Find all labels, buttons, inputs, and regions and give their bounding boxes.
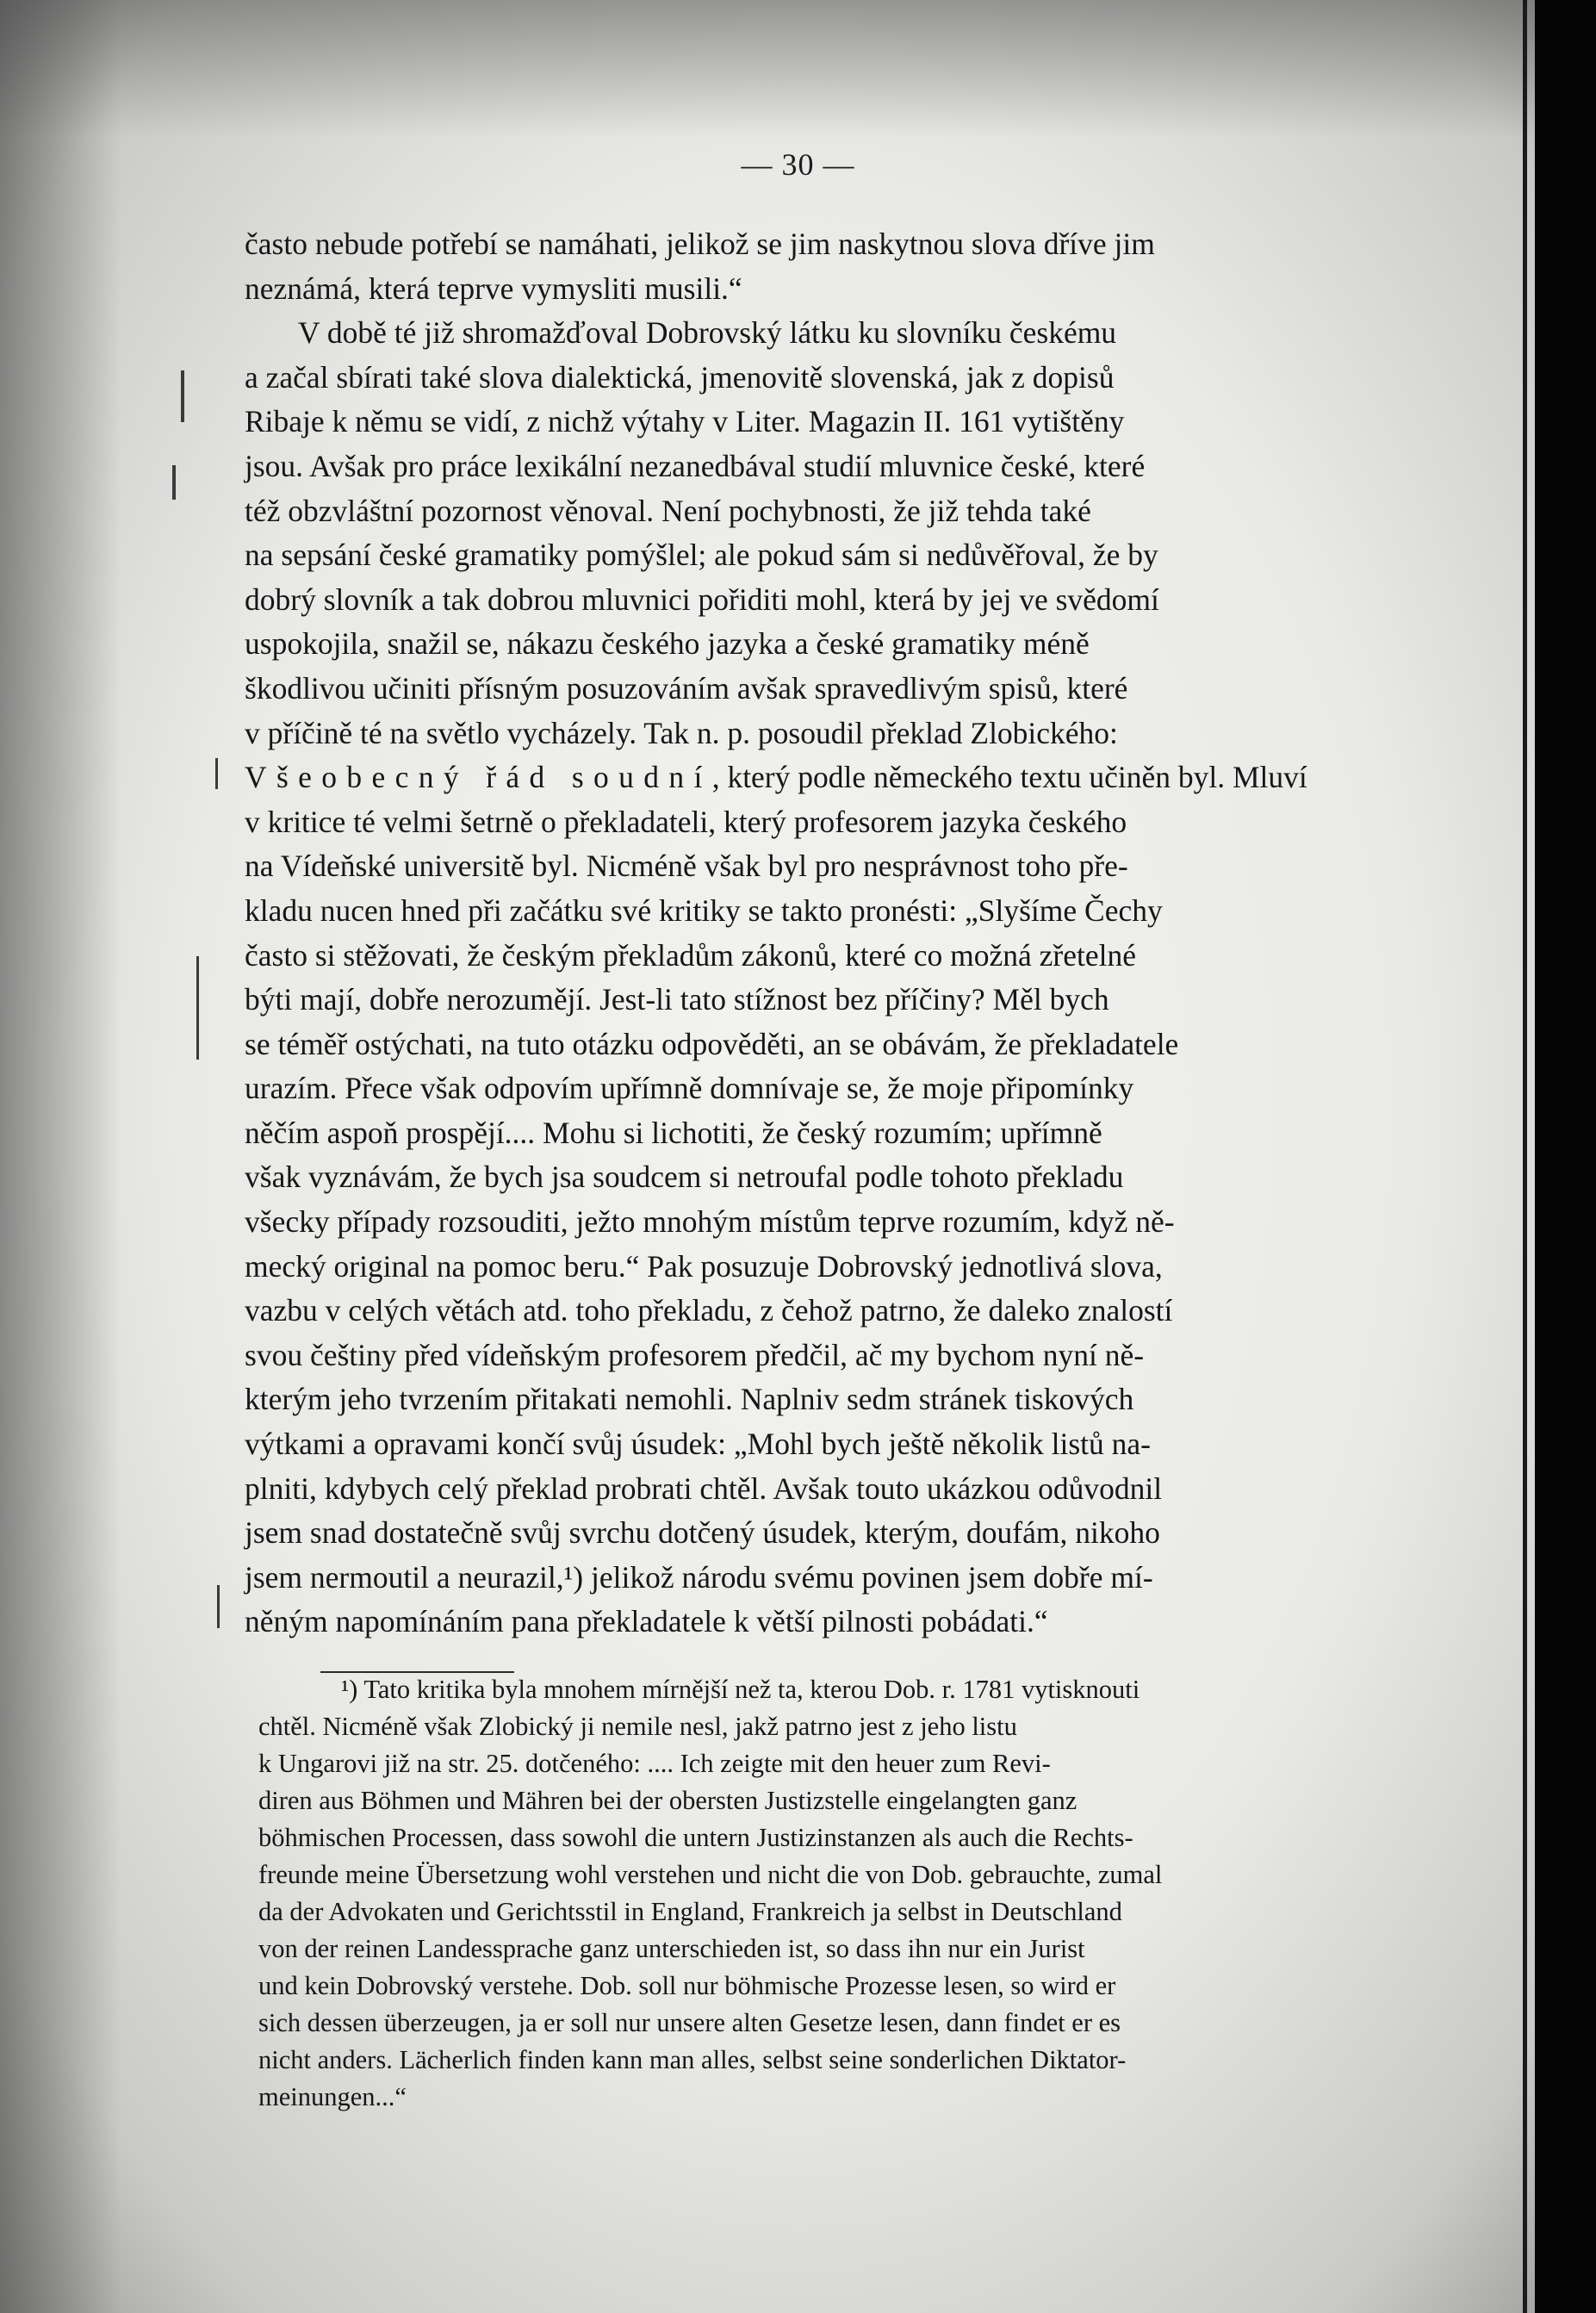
text-line: mecký original na pomoc beru.“ Pak posuzuje Dobrovský jednotlivá slova, (245, 1248, 1163, 1284)
text-line-rest: , který podle německého textu učiněn byl. Mluví (711, 760, 1307, 795)
scan-shadow-top (0, 0, 1596, 138)
footnote-line: und kein Dobrovský verstehe. Dob. soll nur böhmische Prozesse lesen, so wird er (258, 1971, 1116, 2000)
spaced-title: Všeobecný řád soudní (245, 760, 712, 795)
footnote-line: k Ungarovi již na str. 25. dotčeného: .... Ich zeigte mit den heuer zum Revi- (258, 1749, 1051, 1778)
footnote-line: ¹) Tato kritika byla mnohem mírnější než ta, kterou Dob. r. 1781 vytisknouti (341, 1675, 1140, 1704)
footnote-line: da der Advokaten und Gerichtsstil in England, Frankreich ja selbst in Deutschland (258, 1897, 1122, 1926)
text-line: urazím. Přece však odpovím upřímně domnívaje se, že moje připomínky (245, 1071, 1134, 1106)
text-line: však vyznávám, že bych jsa soudcem si netroufal podle tohoto překladu (245, 1160, 1124, 1195)
page-number: — 30 — (741, 147, 855, 182)
text-line: často nebude potřebí se namáhati, jelikož se jim naskytnou slova dříve jim (245, 227, 1155, 261)
text-line: na Vídeňské universitě byl. Nicméně však byl pro nesprávnost toho pře- (245, 849, 1128, 884)
text-line: kladu nucen hned při začátku své kritiky se takto pronésti: „Slyšíme Čechy (245, 892, 1163, 928)
footnote-line: freunde meine Übersetzung wohl verstehen und nicht die von Dob. gebrauchte, zumal (258, 1860, 1163, 1889)
footnote-rule (320, 1671, 514, 1673)
text-line: kterým jeho tvrzením přitakati nemohli. Naplniv sedm stránek tiskových (245, 1382, 1134, 1417)
text-line: vazbu v celých větách atd. toho překladu, z čehož patrno, že daleko znalostí (245, 1293, 1173, 1328)
text-line: jsou. Avšak pro práce lexikální nezanedbával studií mluvnice české, které (245, 448, 1146, 483)
footnote-line: von der reinen Landessprache ganz unterschieden ist, so dass ihn nur ein Jurist (258, 1934, 1085, 1963)
text-line: často si stěžovati, že českým překladům zákonů, které co možná zřetelné (245, 937, 1136, 973)
footnote-line: nicht anders. Lächerlich finden kann man alles, selbst seine sonderlichen Diktator- (258, 2045, 1127, 2074)
text-line: svou češtiny před vídeňským profesorem předčil, ač my bychom nyní ně- (245, 1337, 1145, 1372)
text-line: neznámá, která teprve vymysliti musili.“ (245, 270, 742, 306)
text-line: škodlivou učiniti přísným posuzováním avšak spravedlivým spisů, které (245, 670, 1128, 706)
text-line: Ribaje k němu se vidí, z nichž výtahy v Liter. Magazin II. 161 vytištěny (245, 404, 1125, 439)
text-line: v kritice té velmi šetrně o překladateli, který profesorem jazyka českého (245, 804, 1127, 839)
text-line: výtkami a opravami končí svůj úsudek: „Mohl bych ještě několik listů na- (245, 1427, 1151, 1462)
text-line: něčím aspoň prospějí.... Mohu si lichotiti, že český rozumím; upřímně (245, 1115, 1102, 1150)
text-line: býti mají, dobře nerozumějí. Jest-li tato stížnost bez příčiny? Měl bych (245, 982, 1109, 1017)
scan-speck (196, 956, 199, 1060)
body-text (245, 226, 1437, 1648)
footnote-line: böhmischen Processen, dass sowohl die untern Justizinstanzen als auch die Rechts- (258, 1823, 1133, 1852)
text-line: na sepsání české gramatiky pomýšlel; ale pokud sám si nedůvěřoval, že by (245, 538, 1158, 573)
text-line: něným napomínáním pana překladatele k větší pilnosti pobádati.“ (245, 1604, 1048, 1639)
text-line: a začal sbírati také slova dialektická, jmenovitě slovenská, jak z dopisů (245, 359, 1115, 395)
scan-shadow-left (0, 0, 121, 2313)
text-line: dobrý slovník a tak dobrou mluvnici pořiditi mohl, která by jej ve svědomí (245, 581, 1159, 617)
footnote-line: meinungen...“ (258, 2082, 407, 2111)
footnote-line: chtěl. Nicméně však Zlobický ji nemile nesl, jakž patrno jest z jeho listu (258, 1712, 1017, 1741)
text-line: všecky případy rozsouditi, ježto mnohým místům teprve rozumím, když ně- (245, 1204, 1175, 1240)
text-line: jsem snad dostatečně svůj svrchu dotčený úsudek, kterým, doufám, nikoho (245, 1515, 1160, 1551)
scan-speck (172, 465, 176, 500)
text-line: v příčině té na světlo vycházely. Tak n. p. posoudil překlad Zlobického: (245, 715, 1118, 750)
footnote (258, 1675, 1447, 2119)
scan-speck (181, 370, 184, 422)
page-edge-line (1523, 0, 1527, 2313)
text-line: též obzvláštní pozornost věnoval. Není pochybnosti, že již tehda také (245, 493, 1091, 528)
text-line: plniti, kdybych celý překlad probrati chtěl. Avšak touto ukázkou odůvodnil (245, 1470, 1163, 1506)
text-line: se téměř ostýchati, na tuto otázku odpověděti, an se obávám, že překladatele (245, 1026, 1179, 1061)
text-line: uspokojila, snažil se, nákazu českého jazyka a české gramatiky méně (245, 626, 1090, 662)
footnote-line: diren aus Böhmen und Mähren bei der obersten Justizstelle eingelangten ganz (258, 1786, 1077, 1815)
text-line-spaced (245, 759, 1437, 804)
scan-border-right (1535, 0, 1596, 2313)
footnote-line: sich dessen überzeugen, ja er soll nur unsere alten Gesetze lesen, dann findet er es (258, 2008, 1121, 2037)
scan-speck (215, 758, 218, 789)
text-line: jsem nermoutil a neurazil,¹) jelikož národu svému povinen jsem dobře mí- (245, 1559, 1153, 1595)
text-line: V době té již shromažďoval Dobrovský látku ku slovníku českému (298, 315, 1117, 351)
scan-speck (217, 1585, 220, 1628)
